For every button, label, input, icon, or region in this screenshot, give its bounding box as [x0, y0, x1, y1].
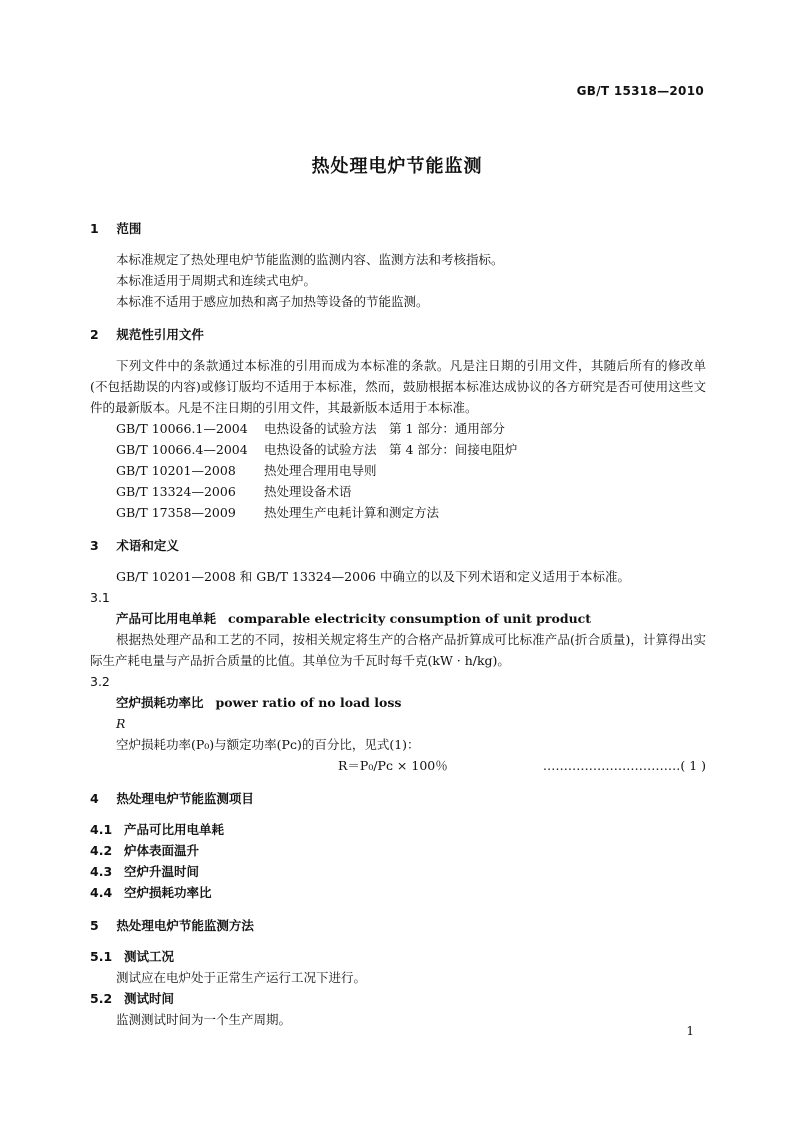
formula-1 — [90, 755, 706, 776]
reference-item — [90, 502, 706, 523]
reference-title: 电热设备的试验方法 第 1 部分：通用部分 — [264, 421, 505, 436]
page-number: 1 — [686, 1024, 694, 1038]
term-english: comparable electricity consumption of unit product — [228, 611, 592, 626]
reference-code: GB/T 17358—2009 — [116, 505, 236, 520]
subsection-heading — [90, 861, 706, 882]
reference-title: 电热设备的试验方法 第 4 部分：间接电阻炉 — [264, 442, 518, 457]
reference-code: GB/T 13324—2006 — [116, 484, 236, 499]
section-title: 热处理电炉节能监测项目 — [116, 791, 254, 806]
paragraph: 下列文件中的条款通过本标准的引用而成为本标准的条款。凡是注日期的引用文件，其随后所有的修改单(不包括勘误的内容)或修订版均不适用于本标准，然而，鼓励根据本标准达成协议的各方研究是否可使用这些文件的最新版本。凡是不注日期的引用文件，其最新版本适用于本标准。 — [90, 358, 706, 415]
section-number: 1 — [90, 221, 99, 236]
section-title: 术语和定义 — [116, 538, 179, 553]
section-title: 热处理电炉节能监测方法 — [116, 918, 254, 933]
paragraph: 监测测试时间为一个生产周期。 — [116, 1012, 292, 1027]
reference-item — [90, 481, 706, 502]
section-4-heading — [90, 788, 706, 809]
paragraph: 本标准不适用于感应加热和离子加热等设备的节能监测。 — [116, 294, 429, 309]
reference-item — [90, 439, 706, 460]
subsection-heading — [90, 946, 706, 967]
paragraph: 本标准适用于周期式和连续式电炉。 — [116, 273, 317, 288]
section-title: 规范性引用文件 — [116, 327, 204, 342]
paragraph: 测试应在电炉处于正常生产运行工况下进行。 — [116, 970, 367, 985]
section-3-heading — [90, 535, 706, 556]
reference-item — [90, 418, 706, 439]
subsection-title: 产品可比用电单耗 — [124, 822, 225, 837]
reference-code: GB/T 10201—2008 — [116, 463, 236, 478]
subsection-title: 炉体表面温升 — [124, 843, 200, 858]
section-2-heading — [90, 324, 706, 345]
term-number: 3.2 — [90, 674, 110, 689]
paragraph: GB/T 10201—2008 和 GB/T 13324—2006 中确立的以及下列术语和定义适用于本标准。 — [116, 569, 630, 584]
subsection-number: 4.3 — [90, 864, 113, 879]
section-number: 2 — [90, 327, 99, 342]
reference-code: GB/T 10066.4—2004 — [116, 442, 248, 457]
section-number: 5 — [90, 918, 99, 933]
term-number: 3.1 — [90, 590, 110, 605]
section-5-heading — [90, 915, 706, 936]
section-number: 4 — [90, 791, 99, 806]
subsection-title: 测试时间 — [124, 991, 175, 1006]
reference-title: 热处理设备术语 — [264, 484, 352, 499]
term-symbol: R — [116, 716, 126, 731]
subsection-number: 4.4 — [90, 885, 113, 900]
term-definition: 空炉损耗功率(P₀)与额定功率(Pᴄ)的百分比，见式(1)： — [116, 737, 420, 752]
formula-number: ……………………………( 1 ) — [542, 758, 706, 773]
standard-number: GB/T 15318—2010 — [576, 84, 704, 98]
subsection-title: 空炉损耗功率比 — [124, 885, 212, 900]
term-english: power ratio of no load loss — [215, 695, 402, 710]
section-1-heading — [90, 218, 706, 239]
reference-title: 热处理生产电耗计算和测定方法 — [264, 505, 440, 520]
term-chinese: 产品可比用电单耗 — [116, 611, 217, 626]
term-definition: 根据热处理产品和工艺的不同，按相关规定将生产的合格产品折算成可比标准产品(折合质量)，计算得出实际生产耗电量与产品折合质量的比值。其单位为千瓦时每千克(kW · h/kg)。 — [90, 632, 706, 668]
subsection-number: 5.2 — [90, 991, 113, 1006]
reference-item — [90, 460, 706, 481]
subsection-title: 空炉升温时间 — [124, 864, 200, 879]
formula-expression: R＝P₀/Pᴄ × 100％ — [338, 758, 448, 773]
paragraph: 本标准规定了热处理电炉节能监测的监测内容、监测方法和考核指标。 — [116, 252, 504, 267]
subsection-heading — [90, 988, 706, 1009]
subsection-number: 5.1 — [90, 949, 113, 964]
subsection-heading — [90, 882, 706, 903]
term-heading — [90, 692, 706, 713]
subsection-number: 4.2 — [90, 843, 113, 858]
subsection-heading — [90, 840, 706, 861]
document-title: 热处理电炉节能监测 — [311, 156, 483, 177]
section-title: 范围 — [116, 221, 142, 236]
subsection-heading — [90, 819, 706, 840]
reference-title: 热处理合理用电导则 — [264, 463, 377, 478]
subsection-title: 测试工况 — [124, 949, 175, 964]
reference-code: GB/T 10066.1—2004 — [116, 421, 248, 436]
term-chinese: 空炉损耗功率比 — [116, 695, 204, 710]
document-body — [90, 218, 706, 1030]
subsection-number: 4.1 — [90, 822, 113, 837]
section-number: 3 — [90, 538, 99, 553]
term-heading — [90, 608, 706, 629]
